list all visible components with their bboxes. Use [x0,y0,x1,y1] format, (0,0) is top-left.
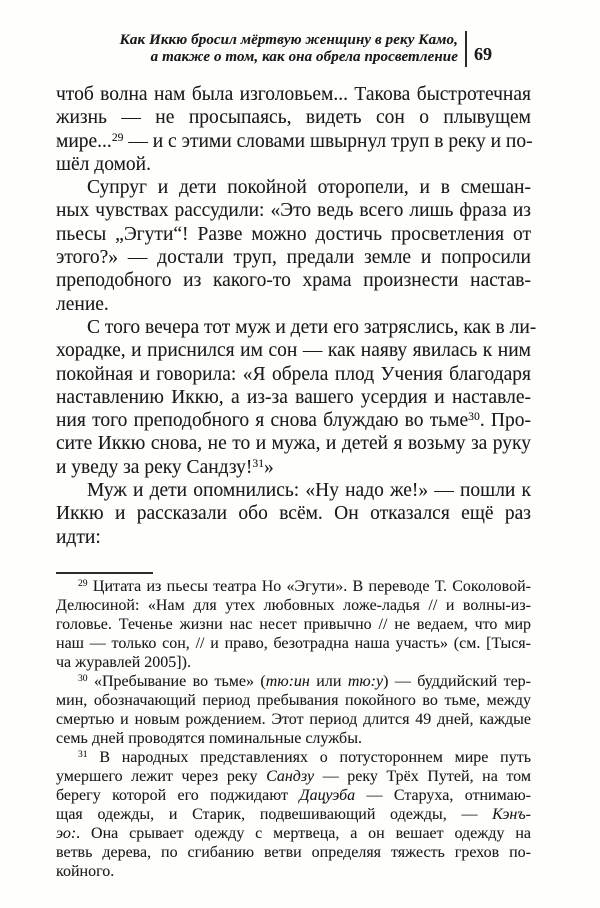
text-line: $^{31}$ В народных представлениях о потустороннем мире путь [78,749,531,766]
running-title [120,32,458,67]
text-line: ветвь дерева, по сгибанию ветви определяя тяжесть грехов по- [56,844,531,861]
text-line: и уведу за реку Сандзу!$^{31}$» [56,456,274,478]
text-line: головье. Теченье жизни нас несет привычно // не ведаем, что мир [56,616,531,633]
paragraph [56,577,531,672]
text-line: наставлению Иккю, а из-за вашего усердия и наставле- [56,386,531,408]
text-line: сите Иккю снова, не то и мужа, и детей я возьму за руку [56,433,531,455]
header-divider [465,31,467,67]
text-line: $^{30}$ «Пребывание во тьме» (тю:ин или тю:у) — буддийский тер- [78,673,531,690]
text-line: чтоб волна нам была изголовьем... Такова быстротечная [56,84,531,105]
text-line: наш — только сон, // и право, безотрадна наша участь» (см. [Тыся- [56,635,531,652]
text-line: жизнь — не просыпаясь, видеть сон о плывущем [56,107,531,129]
text-line: эо:. Она срывает одежду с мертвеца, а он вешает одежду на [56,825,531,842]
text-line: хорадке, и приснился им сон — как наяву явилась к ним [56,340,531,362]
footnotes [56,577,531,881]
text-line: койного. [56,863,115,880]
text-line: ча журавлей 2005]). [56,654,191,671]
text-line: смертью и новым рождением. Этот период длится 49 дней, каждые [56,711,531,728]
paragraph [56,748,531,881]
text-line: мире...$^{29}$ — и с этими словами швырнул труп в реку и по- [56,130,533,152]
text-line: Муж и дети опомнились: «Ну надо же!» — пошли к [87,480,531,502]
text-line: берегу которой его поджидают Дацуэба — Старуха, отнимаю- [56,787,531,804]
paragraph [56,672,531,748]
running-title-line1: Как Иккю бросил мёртвую женщину в реку Камо, [119,31,458,48]
footnote-separator [56,572,153,574]
text-line: преподобного из какого-то храма произнести настав- [56,270,531,292]
paragraph [56,83,531,176]
text-line: пьесы „Эгути“! Разве можно достичь просветления от [56,223,531,245]
text-line: умершего лежит через реку Сандзу — реку Трёх Путей, на том [56,768,532,785]
text-line: семь дней проводятся поминальные службы. [56,730,362,747]
text-line: Иккю и рассказали обо всём. Он отказался ещё раз [56,503,531,525]
text-line: $^{29}$ Цитата из пьесы театра Но «Эгути». В переводе Т. Соколовой- [78,578,531,595]
paragraph [56,176,531,316]
text-line: ных чувствах рассудили: «Это ведь всего лишь фраза из [56,200,531,222]
paragraph [56,316,537,479]
text-line: ление. [56,293,109,315]
running-title-line2: а также о том, как она обрела просветление [150,49,458,65]
text-line: С того вечера тот муж и дети его затряслись, как в ли- [87,316,537,338]
text-line: мин, обозначающий период пребывания покойного во тьме, между [56,692,531,709]
paragraph [56,479,531,549]
text-line: щая одежды, и Старик, подвешивающий одежды, — Кэнъ- [56,806,531,823]
page-header [120,31,492,67]
text-line: покойная и говорила: «Я обрела плод Учения благодаря [56,363,531,385]
text-line: ния того преподобного я снова блуждаю во тьме$^{30}$. Про- [56,410,531,432]
text-line: шёл домой. [56,153,151,175]
text-line: этого?» — достали труп, предали земле и попросили [56,247,531,269]
text-line: идти: [56,526,101,548]
body-text [56,83,537,549]
text-line: Делюсиной: «Нам для утех любовных ложе-ладья // и волны-из- [56,597,531,614]
page-number: 69 [474,43,492,64]
text-line: Супруг и дети покойной оторопели, и в смешан- [87,177,531,199]
